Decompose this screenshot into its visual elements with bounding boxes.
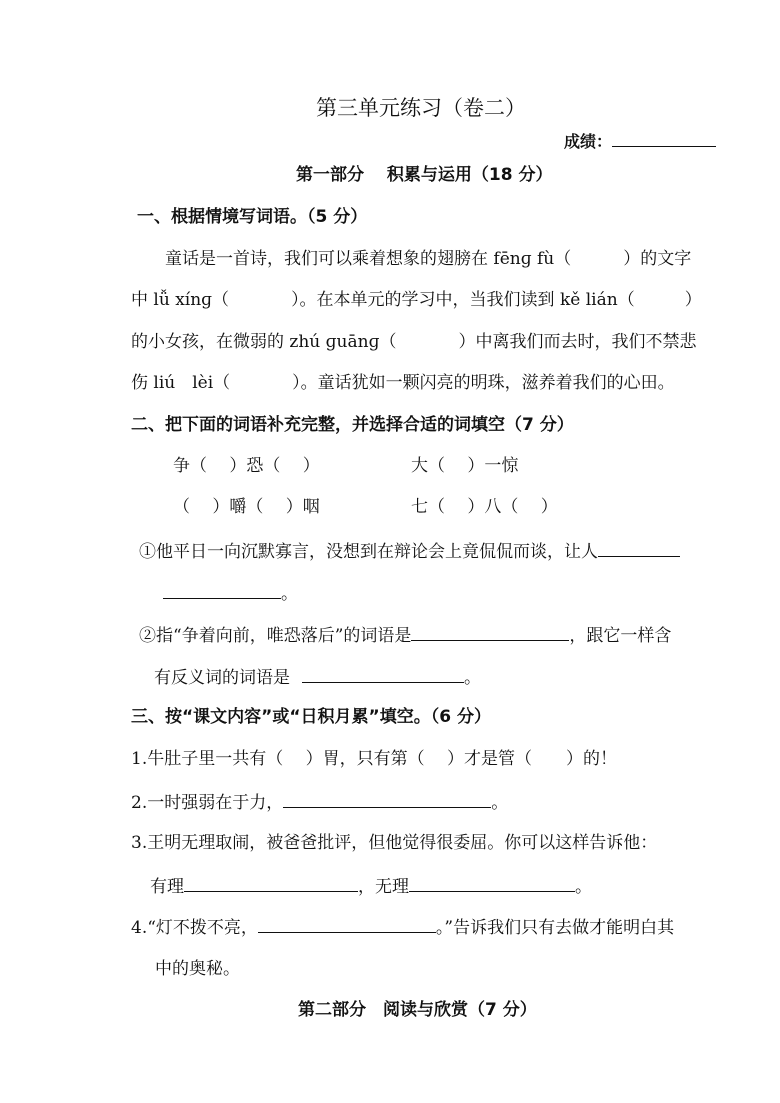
q1-line1-text: 童话是一首诗，我们可以乘着想象的翅膀在 fēnɡ fù（ xyxy=(165,249,572,269)
q1-line1-end: ）的文字 xyxy=(623,249,692,269)
page-title: 第三单元练习（卷二） xyxy=(316,96,526,120)
answer-blank xyxy=(598,538,680,557)
q1-line2-text: 中 lǚ xínɡ（ xyxy=(131,290,230,310)
q2-sentence2 xyxy=(139,622,671,648)
answer-blank xyxy=(411,622,569,641)
q2-sentence2-mid: ，跟它一样含 xyxy=(569,626,672,646)
q2-word3: （ ）嚼（ ）咽 xyxy=(173,497,320,517)
q1-line4-end: ）。童话犹如一颗闪亮的明珠，滋养着我们的心田。 xyxy=(292,373,675,393)
q3-item4 xyxy=(131,914,674,940)
answer-blank xyxy=(184,873,358,892)
q3-item3: 3.王明无理取闹，被爸爸批评，但他觉得很委屈。你可以这样告诉他： xyxy=(131,833,658,853)
score-blank xyxy=(612,128,716,147)
q1-line3-text: 的小女孩，在微弱的 zhú ɡuānɡ（ xyxy=(131,332,397,352)
q3-item3-label2: ，无理 xyxy=(358,877,409,897)
q3-item3-answers xyxy=(150,873,592,899)
q3-item3-end: 。 xyxy=(575,877,592,897)
q1-line2-mid: ）。在本单元的学习中，当我们读到 kě lián（ xyxy=(291,290,635,310)
q3-item2-end: 。 xyxy=(491,793,509,813)
q2-word4: 七（ ）八（ ） xyxy=(411,497,558,517)
q3-item4-mid: 。”告诉我们只有去做才能明白其 xyxy=(435,918,675,938)
q3-item1: 1.牛肚子里一共有（ ）胃，只有第（ ）才是管（ ）的！ xyxy=(131,749,618,769)
q1-line4-text: 伤 liú lèi（ xyxy=(131,373,231,393)
q3-item2 xyxy=(131,789,508,815)
q2-word1: 争（ ）恐（ ） xyxy=(173,456,320,476)
q3-item2-text: 2.一时强弱在于力， xyxy=(131,793,284,813)
q2-sentence2-cont xyxy=(154,664,481,690)
q2-word2: 大（ ）一惊 xyxy=(411,456,519,476)
answer-blank xyxy=(302,664,464,683)
part1-heading: 第一部分 积累与运用（18 分） xyxy=(296,165,553,185)
q1-heading: 一、根据情境写词语。（5 分） xyxy=(137,207,368,227)
q2-sentence1 xyxy=(139,538,680,564)
score-field xyxy=(564,128,716,154)
q2-sentence1-cont xyxy=(163,580,298,606)
q3-heading: 三、按“课文内容”或“日积月累”填空。（6 分） xyxy=(131,707,491,727)
q2-sentence1-end: 。 xyxy=(281,584,298,604)
q2-sentence2-end: 。 xyxy=(464,668,481,688)
q1-line2-end: ） xyxy=(684,290,702,310)
q1-line1 xyxy=(165,247,691,271)
q3-item4-cont: 中的奥秘。 xyxy=(155,959,240,979)
answer-blank xyxy=(163,580,281,599)
answer-blank xyxy=(409,873,575,892)
q1-line3-end: ）中离我们而去时，我们不禁悲 xyxy=(458,332,697,352)
q2-sentence2-text2: 有反义词的词语是 xyxy=(154,668,290,688)
part2-heading: 第二部分 阅读与欣赏（7 分） xyxy=(298,1000,537,1020)
answer-blank xyxy=(258,914,436,933)
answer-blank xyxy=(283,789,491,808)
q1-line2 xyxy=(131,288,702,312)
q2-heading: 二、把下面的词语补充完整，并选择合适的词填空（7 分） xyxy=(131,415,574,435)
q2-sentence2-text: ②指“争着向前，唯恐落后”的词语是 xyxy=(139,626,412,646)
q2-sentence1-text: ①他平日一向沉默寡言，没想到在辩论会上竟侃侃而谈，让人 xyxy=(139,542,598,562)
score-label: 成绩： xyxy=(564,132,613,151)
q3-item4-text: 4.“灯不拨不亮， xyxy=(131,918,258,938)
q3-item3-label1: 有理 xyxy=(150,877,184,897)
q1-line3 xyxy=(131,330,696,354)
q1-line4 xyxy=(131,371,675,395)
